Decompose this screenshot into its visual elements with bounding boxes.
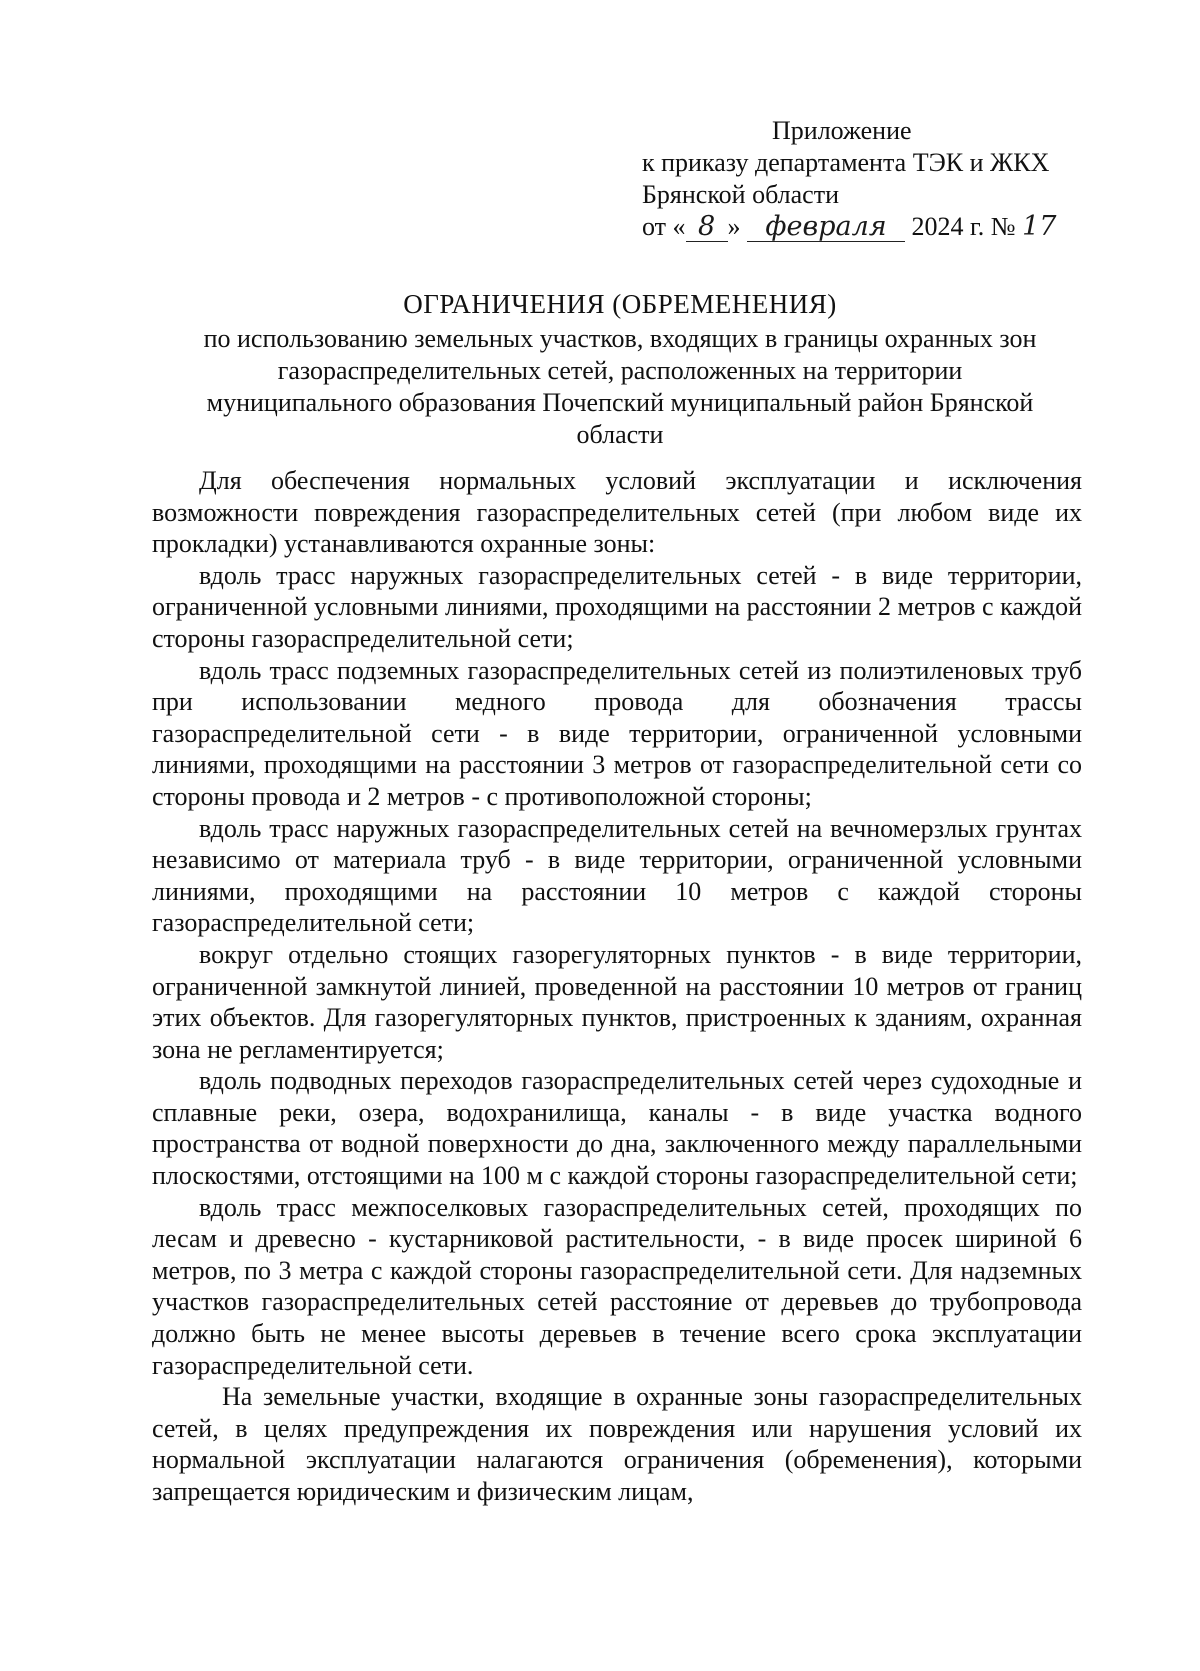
document-title: ОГРАНИЧЕНИЯ (ОБРЕМЕНЕНИЯ) <box>403 289 837 319</box>
order-number-handwritten: 17 <box>1022 211 1057 242</box>
appendix-order-ref: к приказу департамента ТЭК и ЖКХ <box>642 148 1050 177</box>
document-body <box>152 465 1082 1508</box>
paragraph: вдоль трасс наружных газораспределительных сетей - в виде территории, ограниченной условными линиями, проходящими на расстоянии 2 метров с каждой стороны газораспределительной сети; <box>152 560 1082 653</box>
date-day-handwritten: 8 <box>686 213 728 242</box>
paragraph: вдоль подводных переходов газораспределительных сетей через судоходные и сплавные реки, озера, водохранилища, каналы - в виде участка водного пространства от водной поверхности до дна, заключенного между параллельными плоскостями, отстоящими на 100 м с каждой стороны газораспределительной сети; <box>152 1066 1082 1191</box>
appendix-region: Брянской области <box>642 180 839 209</box>
paragraph: вокруг отдельно стоящих газорегуляторных пунктов - в виде территории, ограниченной замкнутой линией, проведенной на расстоянии 10 метров от границ этих объектов. Для газорегуляторных пунктов, пристроенных к зданиям, охранная зона не регламентируется; <box>152 939 1082 1064</box>
appendix-label: Приложение <box>772 116 912 145</box>
paragraph: вдоль трасс межпоселковых газораспределительных сетей, проходящих по лесам и древесно - кустарниковой растительности, - в виде просек шириной 6 метров, по 3 метра с каждой стороны газораспределительной сети. Для надземных участков газораспределительных сетей расстояние от деревьев до трубопровода должно быть не менее высоты деревьев в течение всего срока эксплуатации газораспределительной сети. <box>152 1192 1082 1380</box>
date-prefix: от « <box>642 212 686 241</box>
paragraph: На земельные участки, входящие в охранные зоны газораспределительных сетей, в целях предупреждения их повреждения или нарушения условий их нормальной эксплуатации налагаются ограничения (обременения), которыми запрещается юридическим и физическим лицам, <box>152 1382 1082 1506</box>
appendix-date-line <box>642 211 1102 243</box>
title-block <box>150 287 1090 451</box>
appendix-header <box>642 115 1102 243</box>
date-mid: » <box>727 212 741 241</box>
document-subtitle: по использованию земельных участков, входящих в границы охранных зон газораспределительных сетей, расположенных на территории муниципального образования Почепский муниципальный район Брянской области <box>203 324 1037 449</box>
date-year: 2024 г. № <box>911 212 1016 241</box>
date-month-handwritten: февраля <box>747 213 905 242</box>
paragraph: вдоль трасс подземных газораспределительных сетей из полиэтиленовых труб при использовании медного провода для обозначения трассы газораспределительной сети - в виде территории, ограниченной условными линиями, проходящими на расстоянии 3 метров от газораспределительной сети со стороны провода и 2 метров - с противоположной стороны; <box>152 655 1082 811</box>
paragraph: Для обеспечения нормальных условий эксплуатации и исключения возможности повреждения газораспределительных сетей (при любом виде их прокладки) устанавливаются охранные зоны: <box>152 466 1082 559</box>
paragraph: вдоль трасс наружных газораспределительных сетей на вечномерзлых грунтах независимо от материала труб - в виде территории, ограниченной условными линиями, проходящими на расстоянии 10 метров с каждой стороны газораспределительной сети; <box>152 813 1082 938</box>
